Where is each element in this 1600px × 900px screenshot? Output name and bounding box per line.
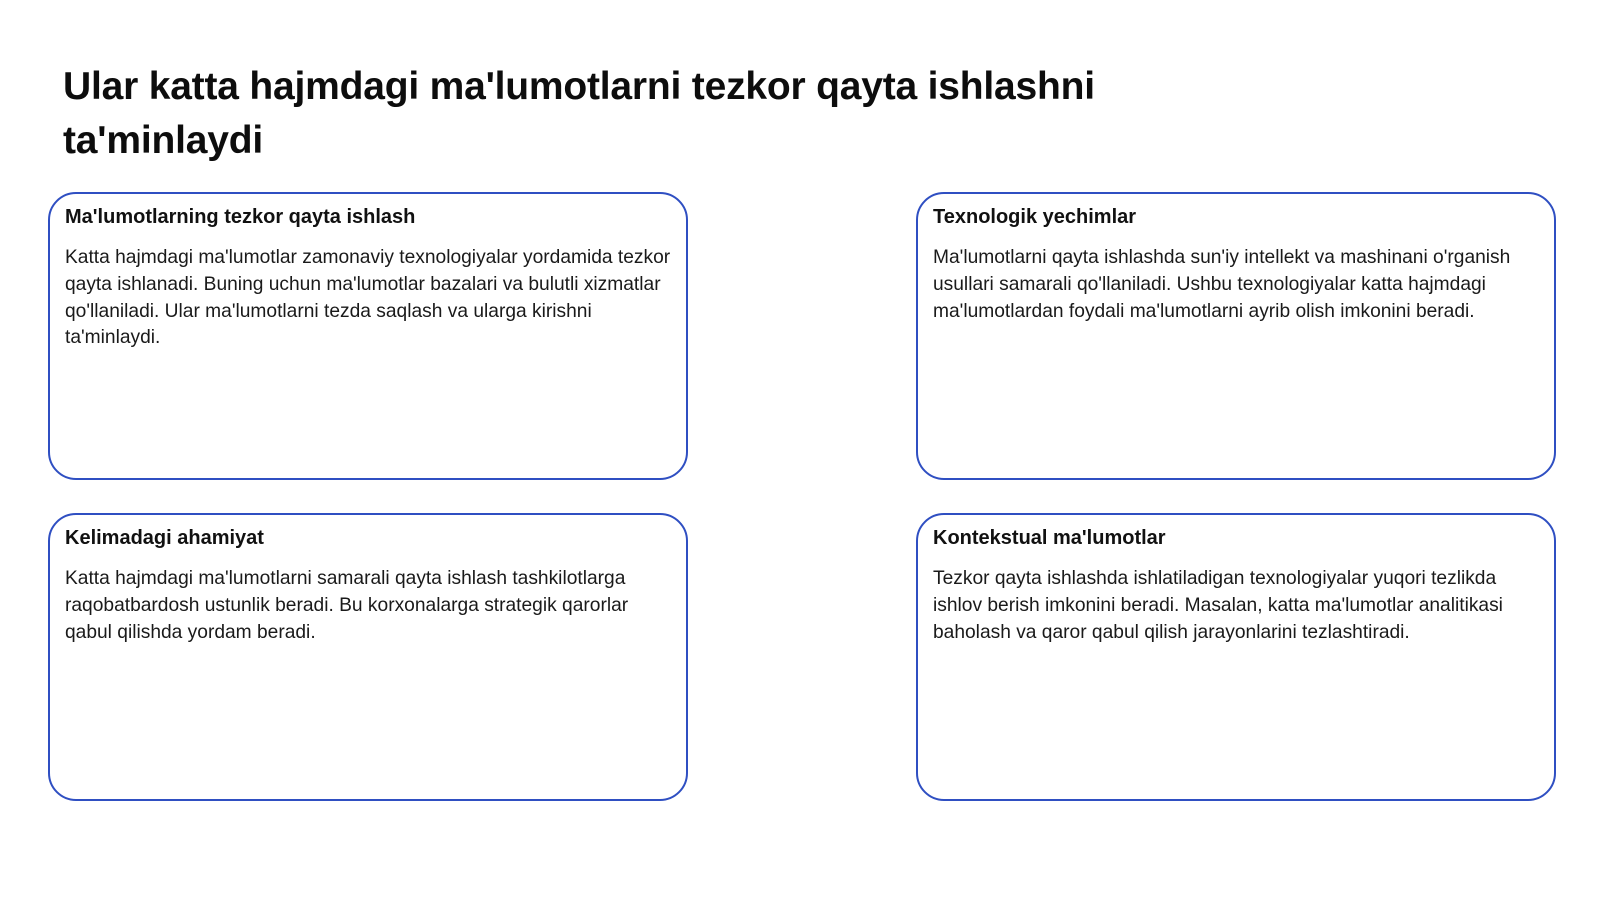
- card-text: Tezkor qayta ishlashda ishlatiladigan texnologiyalar yuqori tezlikda ishlov berish imkonini beradi. Masalan, katta ma'lumotlar analitikasi baholash va qaror qabul qilish jarayonlarini tezlashtiradi.: [933, 568, 1503, 643]
- card-title: Ma'lumotlarning tezkor qayta ishlash: [65, 206, 416, 228]
- card-text: Katta hajmdagi ma'lumotlar zamonaviy texnologiyalar yordamida tezkor qayta ishlanadi. Buning uchun ma'lumotlar bazalari va bulutli xizmatlar qo'llaniladi. Ular ma'lumotlarni tezda saqlash va ularga kirishni ta'minlaydi.: [65, 247, 671, 349]
- info-card-importance: [48, 513, 688, 801]
- slide-title: Ular katta hajmdagi ma'lumotlarni tezkor qayta ishlashni ta'minlaydi: [63, 65, 1095, 162]
- info-card-context-data: [916, 513, 1556, 801]
- card-text: Katta hajmdagi ma'lumotlarni samarali qayta ishlash tashkilotlarga raqobatbardosh ustunlik beradi. Bu korxonalarga strategik qarorlar qabul qilishda yordam beradi.: [65, 568, 629, 643]
- info-card-fast-processing: [48, 192, 688, 480]
- card-title: Texnologik yechimlar: [933, 206, 1137, 228]
- card-title: Kontekstual ma'lumotlar: [933, 527, 1166, 549]
- card-title: Kelimadagi ahamiyat: [65, 527, 264, 549]
- card-text: Ma'lumotlarni qayta ishlashda sun'iy intellekt va mashinani o'rganish usullari samarali qo'llaniladi. Ushbu texnologiyalar katta hajmdagi ma'lumotlardan foydali ma'lumotlarni ayrib olish imkonini beradi.: [933, 247, 1511, 322]
- info-card-tech-solutions: [916, 192, 1556, 480]
